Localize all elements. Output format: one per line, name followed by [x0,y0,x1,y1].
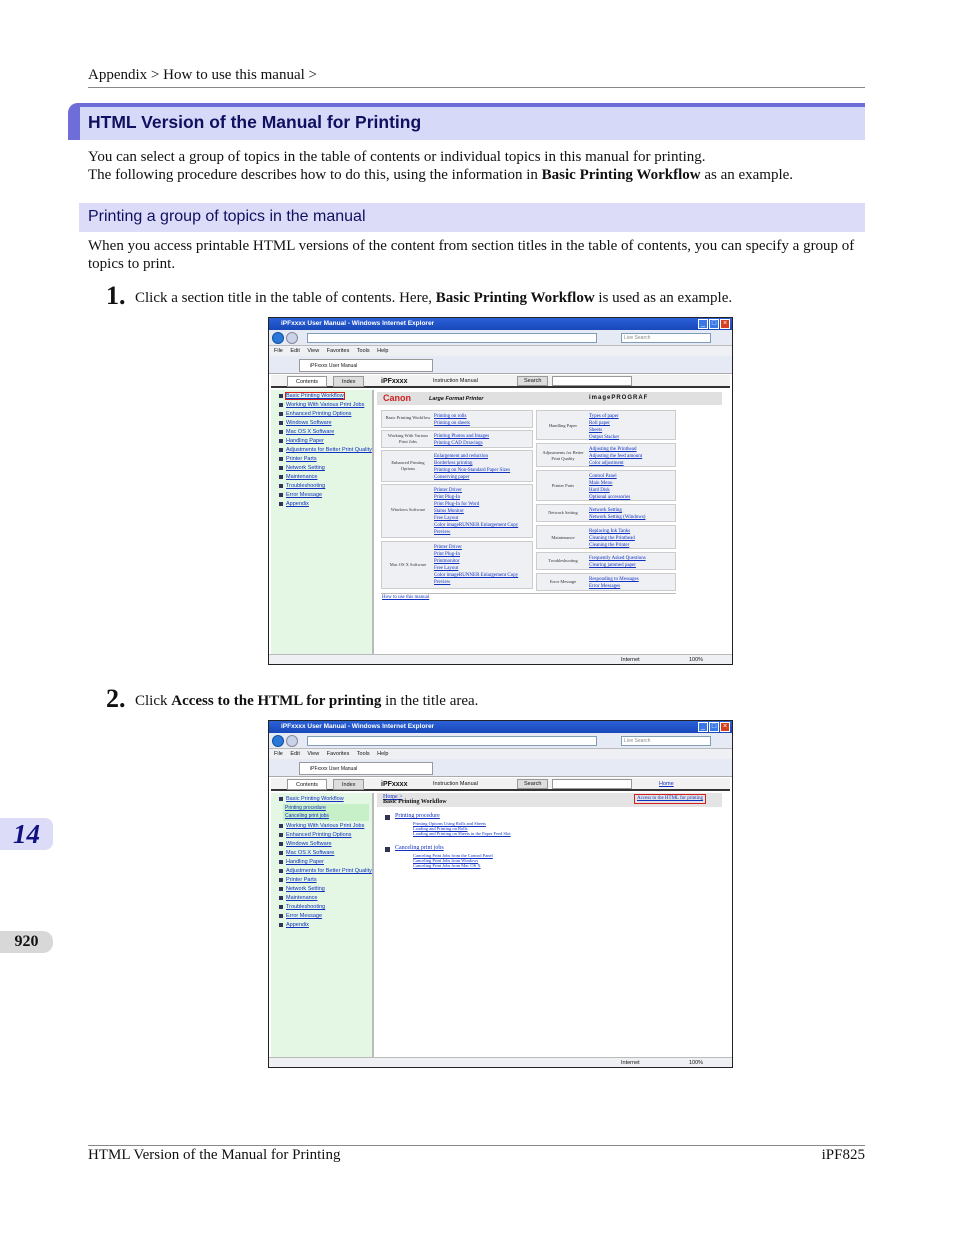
bullet-icon [279,833,283,837]
how-to-link[interactable]: How to use this manual [382,595,430,600]
step-2-number: 2. [106,684,126,713]
topic-link[interactable]: Error Messages [589,584,621,589]
toc-item[interactable] [279,392,344,401]
content-pane [377,793,732,1059]
contents-tab[interactable]: Contents [287,376,327,387]
bullet-icon [279,493,283,497]
manual-toolbar [271,375,730,388]
page-heading: Basic Printing Workflow [383,799,447,805]
topic-link[interactable]: Printing on sheets [434,421,470,426]
toc-link[interactable]: Error Message [286,492,323,498]
step-2-post: in the title area. [381,693,479,709]
topic-link[interactable]: Network Setting [589,508,622,513]
topic-link[interactable]: Optional accessories [589,495,631,500]
index-tab[interactable]: Index [333,779,364,790]
toc-link[interactable]: Adjustments for Better Print Quality [286,868,372,874]
toc-link[interactable]: Adjustments for Better Print Quality [286,447,372,453]
menu-bar[interactable]: File Edit View Favorites Tools Help [269,749,732,759]
bullet-icon [279,430,283,434]
cancel-link[interactable]: Canceling Print Jobs from the Control Panel [413,853,493,858]
toc-link[interactable]: Handling Paper [286,438,324,444]
toc-link[interactable]: Mac OS X Software [286,429,335,435]
browser-tab[interactable]: iPFxxxx User Manual [299,359,433,372]
toc-item[interactable] [279,482,325,491]
toc-link[interactable]: Troubleshooting [286,483,326,489]
toc-item[interactable] [279,867,372,876]
group-label: Working With Various Print Jobs [387,433,429,444]
bullet-icon [279,860,283,864]
breadcrumb: Appendix > How to use this manual > [88,67,317,83]
intro-bold: Basic Printing Workflow [541,167,701,183]
toc-item[interactable] [279,491,322,500]
bullet-icon [279,797,283,801]
group-label: Windows Software [390,507,426,512]
toc-item[interactable] [279,428,334,437]
toc-basic-printing-workflow[interactable]: Basic Printing Workflow [286,796,344,802]
group-jobs [381,430,533,448]
topic-link[interactable]: Conserving paper [434,475,470,480]
topic-link[interactable]: Print Plug-In [434,552,460,557]
minimize-icon[interactable]: _ [698,722,708,732]
manual-title: Instruction Manual [433,781,478,787]
toc-item[interactable] [279,419,332,428]
bullet-icon [279,887,283,891]
intro-line-2 [88,166,868,184]
toc-item[interactable] [279,464,325,473]
step-1-number: 1. [106,281,126,310]
url-input[interactable] [307,736,597,746]
topic-link[interactable]: Cleaning the Printhead [589,536,635,541]
group-label: Error Message [549,579,577,584]
tab-bar [269,759,732,777]
group-label: Adjustments for Better Print Quality [542,450,584,461]
toc-link[interactable]: Mac OS X Software [286,850,335,856]
series-logo: imagePROGRAF [589,395,649,401]
toc-item[interactable] [279,437,324,446]
intro-pre: The following procedure describes how to do this, using the information in [88,167,542,183]
topic-link[interactable]: Output Stacker [589,435,620,440]
toc-item[interactable] [279,876,317,885]
topic-link[interactable]: Printer Driver [434,545,462,550]
topic-link[interactable]: Roll paper [589,421,610,426]
toc-sub-link[interactable]: Canceling print jobs [285,813,329,819]
toc-item[interactable] [279,410,351,419]
topic-link[interactable]: Cleaning the Printer [589,543,630,548]
bullet-icon [279,923,283,927]
topic-link[interactable]: Printing CAD Drawings [434,441,483,446]
toc-link[interactable]: Troubleshooting [286,904,326,910]
toc-link[interactable]: Network Setting [286,886,325,892]
canon-logo: Canon [383,393,411,403]
toc-link[interactable]: Windows Software [286,841,332,847]
toc-link[interactable]: Enhanced Printing Options [286,832,352,838]
search-button[interactable]: Search [517,779,548,789]
back-icon[interactable] [272,332,284,344]
zoom-level[interactable]: 100% [689,657,704,663]
step-1-pre: Click a section title in the table of contents. Here, [135,290,436,306]
topic-link[interactable]: Adjusting the Printhead [589,447,637,452]
maximize-icon[interactable]: □ [709,319,719,329]
status-zone: Internet [621,657,640,663]
toc-item[interactable] [279,849,334,858]
group-windows [381,484,533,538]
group-troubleshooting [536,552,676,570]
topic-link[interactable]: Print Plug-In for Word [434,502,480,507]
group-paper [536,410,676,440]
screenshot-1 [268,317,733,665]
topic-link[interactable]: Free Layout [434,566,459,571]
step-1-post: is used as an example. [594,290,733,306]
contents-tab[interactable]: Contents [287,779,327,790]
bullet-icon [279,457,283,461]
section-bullet-icon [385,815,390,820]
toc-item[interactable] [279,455,317,464]
bullet-icon [279,403,283,407]
group-quality [536,443,676,467]
group-label: Handling Paper [548,423,578,428]
forward-icon[interactable] [286,332,298,344]
group-label: Mac OS X Software [389,562,427,567]
topic-link[interactable]: Status Monitor [434,509,464,514]
topic-link[interactable]: Main Menu [589,481,613,486]
group-label: Troubleshooting [548,558,578,563]
bullet-icon [279,412,283,416]
procedure-link[interactable]: Loading and Printing on Sheets in the Paper Feed Slot [413,831,511,836]
topic-link[interactable]: Types of paper [589,414,619,419]
topic-link[interactable]: Printing on Non-Standard Paper Sizes [434,468,511,473]
status-bar [269,1057,732,1067]
window-title: iPFxxxx User Manual - Windows Internet Explorer [269,721,732,733]
section-title: HTML Version of the Manual for Printing [88,112,422,132]
toc-link[interactable]: Windows Software [286,420,332,426]
bullet-icon [279,842,283,846]
topic-link[interactable]: Control Panel [589,474,617,479]
footer-title: HTML Version of the Manual for Printing [88,1147,341,1163]
index-tab[interactable]: Index [333,376,364,387]
topic-link[interactable]: Hard Disk [589,488,610,493]
section-printing-procedure[interactable]: Printing procedure [395,813,440,819]
toc-item[interactable] [279,446,372,455]
step-1-bold: Basic Printing Workflow [435,290,595,306]
topic-link[interactable]: Preview [434,580,451,585]
section-bullet-icon [385,847,390,852]
close-icon[interactable]: × [720,722,730,732]
step-2-text [135,693,478,710]
procedure-link[interactable]: Printing Options Using Rolls and Sheets [413,821,486,826]
chapter-number: 14 [13,819,40,849]
intro-line-1: You can select a group of topics in the table of contents or individual topics in this manual for printing. [88,149,706,165]
intro-text [88,148,868,184]
topic-link[interactable]: Adjusting the feed amount [589,454,643,459]
group-basic [381,410,533,428]
topic-link[interactable]: Color imageRUNNER Enlargement Copy [434,573,519,578]
header-rule [88,87,865,88]
bullet-icon [279,914,283,918]
group-error [536,573,676,591]
step-2-pre: Click [135,693,172,709]
window-buttons [698,722,730,732]
topic-link[interactable]: Clearing jammed paper [589,563,636,568]
toc-link[interactable]: Appendix [286,501,309,507]
group-parts [536,470,676,501]
topic-link[interactable]: Replacing Ink Tanks [589,529,631,534]
toc-link[interactable]: Enhanced Printing Options [286,411,352,417]
topic-link[interactable]: Printmonitor [434,559,460,564]
minimize-icon[interactable]: _ [698,319,708,329]
group-label: Printer Parts [551,483,575,488]
toc-sub-link[interactable]: Printing procedure [285,805,326,811]
bullet-icon [279,878,283,882]
back-icon[interactable] [272,735,284,747]
manual-title: Instruction Manual [433,378,478,384]
toc-link[interactable]: Maintenance [286,895,318,901]
subsection-title: Printing a group of topics in the manual [88,208,366,225]
status-zone: Internet [621,1060,640,1066]
address-bar [269,330,732,346]
live-search-input[interactable]: Live Search [621,333,711,343]
subsection-paragraph: When you access printable HTML versions of the content from section titles in the table of contents, you can specify a group of topics to print. [88,238,855,272]
toc-item[interactable] [279,858,324,867]
bullet-icon [279,466,283,470]
bullet-icon [279,475,283,479]
footer-model: iPF825 [821,1147,865,1163]
group-label: Basic Printing Workflow [385,415,431,420]
topic-link[interactable]: Borderless printing [434,461,473,466]
topic-link[interactable]: Printing on rolls [434,414,467,419]
screenshot-2 [268,720,733,1068]
procedure-link[interactable]: Loading and Printing on Rolls [413,826,468,831]
topic-link[interactable]: Printer Driver [434,488,462,493]
toc-basic-printing-workflow[interactable]: Basic Printing Workflow [286,393,344,399]
toc-link[interactable]: Network Setting [286,465,325,471]
model-name: iPFxxxx [381,781,408,788]
status-bar [269,654,732,664]
model-name: iPFxxxx [381,378,408,385]
toc-item[interactable] [279,885,325,894]
group-enhanced [381,450,533,482]
toc-pane [271,390,374,656]
tab-bar [269,356,732,374]
zoom-level[interactable]: 100% [689,1060,704,1066]
group-label: Network Setting [548,510,578,515]
toc-item[interactable] [279,500,309,509]
content-pane [377,390,732,656]
topic-link[interactable]: Print Plug-In [434,495,460,500]
group-mac [381,541,533,589]
menu-bar[interactable]: File Edit View Favorites Tools Help [269,346,732,356]
bullet-icon [279,905,283,909]
bullet-icon [279,439,283,443]
toc-item[interactable] [279,795,344,804]
intro-post: as an example. [700,167,794,183]
toc-link[interactable]: Working With Various Print Jobs [286,823,365,829]
bullet-icon [279,896,283,900]
title-accent [68,103,80,140]
toc-link[interactable]: Printer Parts [286,877,317,883]
toc-item[interactable] [279,894,318,903]
search-button[interactable]: Search [517,376,548,386]
manual-search-input[interactable] [552,779,632,789]
manual-search-input[interactable] [552,376,632,386]
product-label: Large Format Printer [429,396,484,402]
print-html-link[interactable]: Access to the HTML for printing [637,796,704,801]
bullet-icon [279,484,283,488]
topic-link[interactable]: Color adjustment [589,461,624,466]
toc-subitem[interactable] [283,812,369,821]
window-title: iPFxxxx User Manual - Windows Internet Explorer [269,318,732,330]
bullet-icon [279,448,283,452]
topic-link[interactable]: Printing Photos and Images [434,434,490,439]
toc-link[interactable]: Printer Parts [286,456,317,462]
toc-item[interactable] [279,401,364,410]
maximize-icon[interactable]: □ [709,722,719,732]
toc-pane [271,793,374,1059]
toc-item[interactable] [279,912,322,921]
group-maintenance [536,525,676,549]
toc-link[interactable]: Maintenance [286,474,318,480]
group-network [536,504,676,522]
step-1-text [135,290,732,307]
toc-item[interactable] [279,831,351,840]
topic-link[interactable]: Preview [434,530,451,535]
close-icon[interactable]: × [720,319,730,329]
bullet-icon [279,824,283,828]
topic-link[interactable]: Color imageRUNNER Enlargement Copy [434,523,519,528]
section-canceling[interactable]: Canceling print jobs [395,845,444,851]
topic-link[interactable]: Network Setting (Windows) [589,515,646,520]
home-link[interactable]: Home [659,781,674,787]
topic-link[interactable]: Free Layout [434,516,459,521]
group-label: Maintenance [551,535,575,540]
cancel-link[interactable]: Canceling Print Jobs from Mac OS X [413,863,481,868]
toc-link[interactable]: Appendix [286,922,309,928]
toc-link[interactable]: Error Message [286,913,323,919]
cancel-link[interactable]: Canceling Print Jobs from Windows [413,858,479,863]
toc-item[interactable] [279,921,309,930]
bullet-icon [279,502,283,506]
home-crumb[interactable]: Home > [383,794,403,800]
topic-link[interactable]: Frequently Asked Questions [589,556,646,561]
toc-link[interactable]: Working With Various Print Jobs [286,402,365,408]
topic-link[interactable]: Enlargement and reduction [434,454,489,459]
toc-item[interactable] [279,903,325,912]
page-number: 920 [14,933,39,950]
manual-toolbar [271,778,730,791]
toc-item[interactable] [279,840,332,849]
live-search-input[interactable]: Live Search [621,736,711,746]
bullet-icon [279,394,283,398]
group-label: Enhanced Printing Options [391,460,425,471]
topic-link[interactable]: Responding to Messages [589,577,639,582]
toc-item[interactable] [279,473,318,482]
address-bar [269,733,732,749]
step-2-bold: Access to the HTML for printing [171,693,382,709]
bullet-icon [279,421,283,425]
toc-link[interactable]: Handling Paper [286,859,324,865]
content-divider [381,593,676,594]
forward-icon[interactable] [286,735,298,747]
url-input[interactable] [307,333,597,343]
footer-rule [88,1145,865,1146]
bullet-icon [279,869,283,873]
window-buttons [698,319,730,329]
topic-link[interactable]: Sheets [589,428,603,433]
bullet-icon [279,851,283,855]
toc-item[interactable] [279,822,364,831]
browser-tab[interactable]: iPFxxxx User Manual [299,762,433,775]
